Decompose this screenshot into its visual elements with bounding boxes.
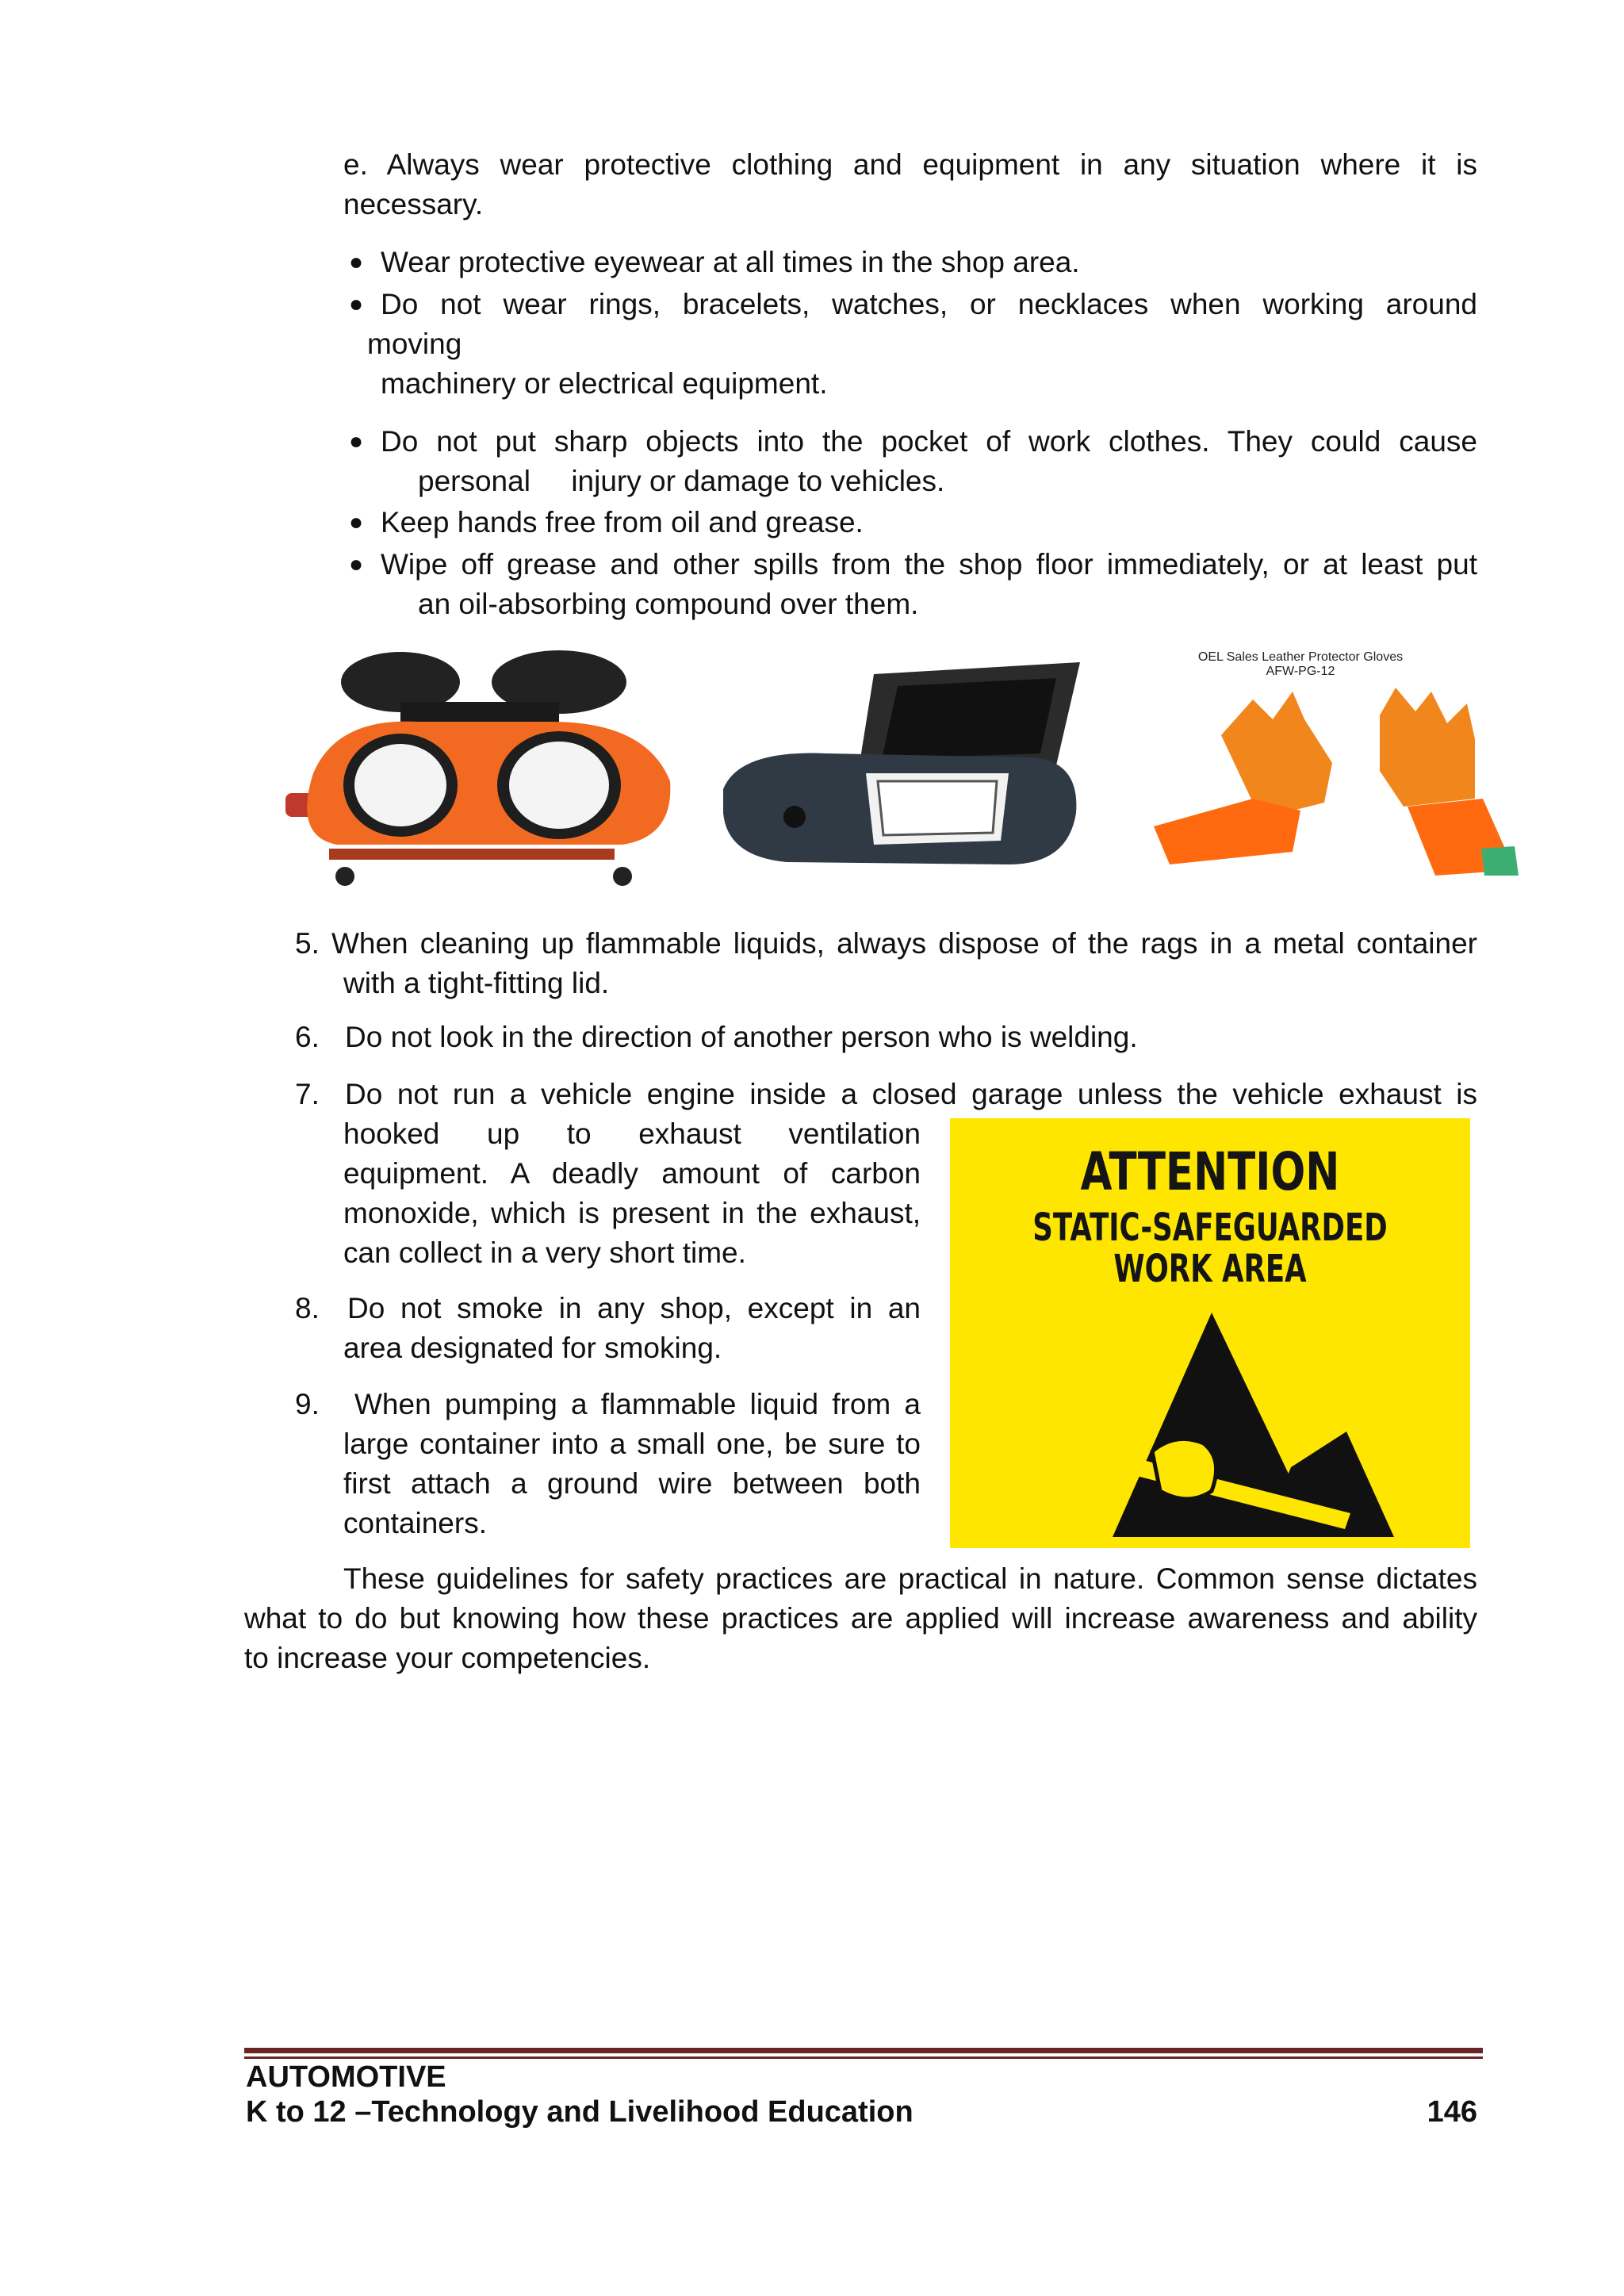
- sign-line2: WORK AREA: [1113, 1247, 1307, 1291]
- item-7-line4: monoxide, which is present in the exhaust,: [343, 1197, 921, 1229]
- bullet-item: [349, 243, 1477, 282]
- item-9-line4: containers.: [343, 1507, 487, 1539]
- item-7-line1: Do not run a vehicle engine inside a closed garage unless the vehicle exhaust is: [345, 1078, 1477, 1110]
- item-5-line1: 5. When cleaning up flammable liquids, always dispose of the rags in a metal container: [295, 927, 1477, 960]
- bullet-continuation: moving: [367, 328, 462, 360]
- item-6-text: Do not look in the direction of another person who is welding.: [345, 1021, 1138, 1053]
- bullet-text: Wipe off grease and other spills from the shop floor immediately, or at least put: [381, 548, 1477, 581]
- dark-lens-goggles-image: [707, 654, 1096, 884]
- bullet-item: [349, 503, 1477, 542]
- item-9-number: 9.: [295, 1388, 320, 1420]
- item-7-number: 7.: [295, 1078, 320, 1110]
- sign-title: ATTENTION: [1080, 1141, 1340, 1202]
- bullet-icon: ●: [349, 291, 364, 317]
- gloves-caption-line1: OEL Sales Leather Protector Gloves: [1197, 650, 1404, 664]
- gloves-caption-line2: AFW-PG-12: [1266, 665, 1335, 678]
- bullet-continuation: an oil-absorbing compound over them.: [418, 588, 919, 620]
- item-e-line2: necessary.: [343, 188, 484, 220]
- item-5-line2: with a tight-fitting lid.: [343, 967, 610, 999]
- item-7-line2: hooked up to exhaust ventilation: [343, 1117, 921, 1150]
- item-6-number: 6.: [295, 1021, 320, 1053]
- item-7-line5: can collect in a very short time.: [343, 1236, 746, 1269]
- item-e-line1: e. Always wear protective clothing and equipment in any situation where it is: [343, 148, 1477, 181]
- item-8-number: 8.: [295, 1292, 320, 1324]
- attention-sign-image: [950, 1118, 1470, 1548]
- bullet-item: [349, 285, 1477, 324]
- bullet-continuation: machinery or electrical equipment.: [381, 367, 828, 400]
- bullet-item: [349, 422, 1477, 462]
- item-8-line1: Do not smoke in any shop, except in an: [347, 1292, 921, 1324]
- esd-warning-icon: [950, 1118, 1470, 1548]
- footer-rule-thin: [244, 2056, 1483, 2059]
- bullet-item: [349, 545, 1477, 585]
- bullet-text: Do not put sharp objects into the pocket of work clothes. They could cause: [381, 425, 1477, 458]
- bullet-icon: ●: [349, 551, 364, 577]
- bullet-icon: ●: [349, 509, 364, 535]
- bullet-continuation: personal injury or damage to vehicles.: [418, 465, 945, 497]
- bullet-text: Do not wear rings, bracelets, watches, or necklaces when working around: [381, 288, 1477, 320]
- protector-gloves-image: [1142, 644, 1522, 891]
- footer-rule: [244, 2048, 1483, 2053]
- welding-goggles-image: [282, 646, 698, 900]
- footer-subject: AUTOMOTIVE: [246, 2060, 446, 2094]
- bullet-text: Keep hands free from oil and grease.: [381, 506, 864, 539]
- bullet-icon: ●: [349, 249, 364, 275]
- item-9-line1: When pumping a flammable liquid from a: [354, 1388, 921, 1420]
- closing-line3: to increase your competencies.: [244, 1642, 651, 1674]
- page-number: 146: [1427, 2095, 1477, 2129]
- closing-line2: what to do but knowing how these practices are applied will increase awareness and ability: [244, 1602, 1477, 1635]
- sign-line1: STATIC-SAFEGUARDED: [1032, 1205, 1388, 1250]
- bullet-text: Wear protective eyewear at all times in the shop area.: [381, 246, 1080, 278]
- item-8-line2: area designated for smoking.: [343, 1332, 722, 1364]
- footer-course: K to 12 –Technology and Livelihood Education: [246, 2095, 914, 2129]
- item-9-line2: large container into a small one, be sure to: [343, 1428, 921, 1460]
- item-7-line3: equipment. A deadly amount of carbon: [343, 1157, 921, 1190]
- bullet-icon: ●: [349, 428, 364, 454]
- item-9-line3: first attach a ground wire between both: [343, 1467, 921, 1500]
- closing-line1: These guidelines for safety practices are practical in nature. Common sense dictates: [343, 1562, 1477, 1595]
